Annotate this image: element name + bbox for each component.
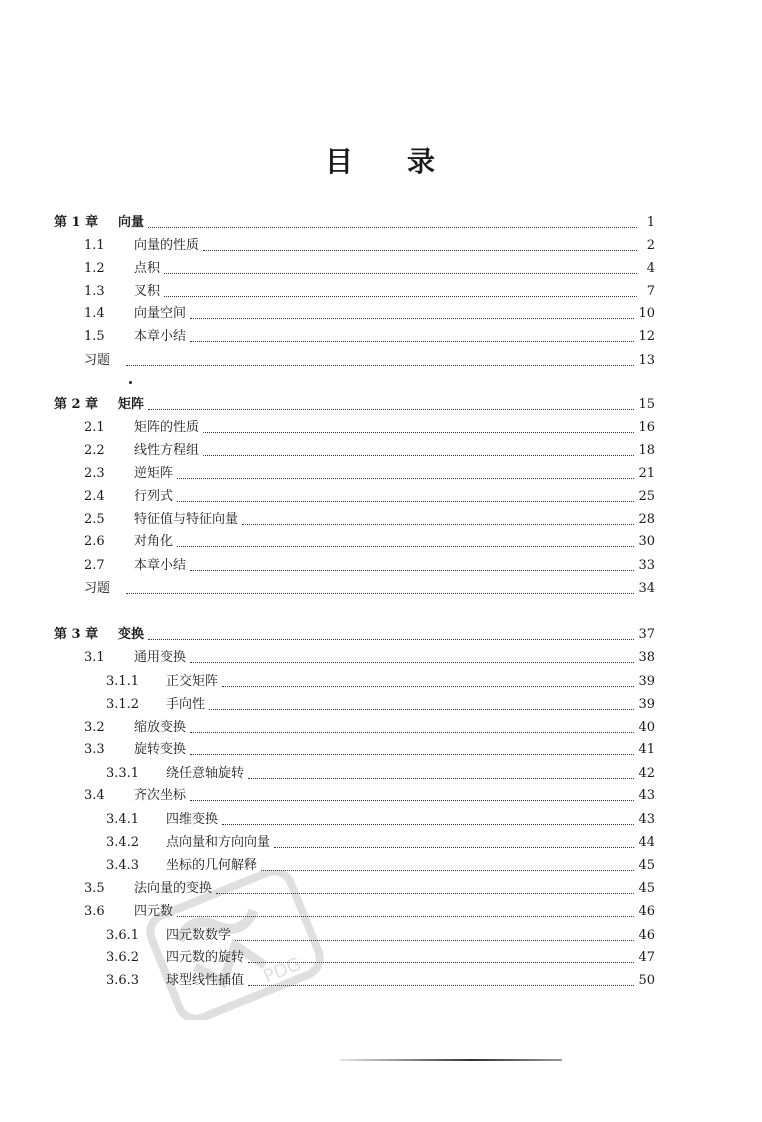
toc-number: 3.4	[84, 788, 105, 803]
toc-number: 习题	[84, 353, 111, 368]
title-char-2: 录	[407, 145, 438, 178]
toc-number: 3.6.2	[106, 950, 140, 965]
toc-leader-dots	[242, 524, 634, 525]
toc-entry-row[interactable]	[84, 740, 655, 760]
toc-page-number: 46	[638, 928, 655, 943]
toc-page-number: 7	[646, 284, 655, 299]
toc-entry-row[interactable]	[106, 810, 655, 830]
toc-leader-dots	[164, 296, 637, 297]
bottom-rule	[340, 1059, 562, 1061]
toc-title: 通用变换	[134, 650, 187, 665]
toc-leader-dots	[190, 800, 634, 801]
toc-number: 2.5	[84, 512, 105, 527]
toc-entry-row[interactable]	[84, 327, 655, 347]
toc-number: 3.6.1	[106, 928, 140, 943]
toc-title: 逆矩阵	[134, 466, 174, 481]
toc-leader-dots	[248, 778, 634, 779]
stray-mark	[129, 381, 132, 384]
toc-page-number: 25	[638, 489, 655, 504]
toc-number: 3.4.2	[106, 835, 140, 850]
page-title	[0, 140, 762, 180]
toc-page-number: 4	[646, 261, 655, 276]
toc-title: 行列式	[134, 489, 174, 504]
toc-page-number: 18	[638, 443, 655, 458]
toc-leader-dots	[203, 250, 637, 251]
toc-page-number: 40	[638, 720, 655, 735]
toc-number: 习题	[84, 581, 111, 596]
toc-title: 向量空间	[134, 306, 187, 321]
toc-page-number: 43	[638, 812, 655, 827]
toc-entry-row[interactable]	[84, 718, 655, 738]
toc-title: 四元数	[134, 904, 174, 919]
toc-leader-dots	[126, 593, 634, 594]
toc-number: 3.1.2	[106, 697, 140, 712]
toc-entry-row[interactable]	[84, 579, 655, 599]
toc-title: 对角化	[134, 534, 174, 549]
toc-number: 1.1	[84, 238, 105, 253]
toc-title: 旋转变换	[134, 742, 187, 757]
toc-title: 叉积	[134, 284, 161, 299]
toc-number: 3.1	[84, 650, 105, 665]
toc-leader-dots	[209, 709, 634, 710]
toc-entry-row[interactable]	[106, 764, 655, 784]
toc-title: 本章小结	[134, 558, 187, 573]
toc-page-number: 21	[638, 466, 655, 481]
toc-page-number: 2	[646, 238, 655, 253]
toc-number: 3.6.3	[106, 973, 140, 988]
toc-entry-row[interactable]	[84, 259, 655, 279]
toc-title: 线性方程组	[134, 443, 200, 458]
toc-leader-dots	[222, 686, 634, 687]
toc-number: 第 2 章	[54, 397, 99, 412]
toc-page-number: 28	[638, 512, 655, 527]
toc-number: 1.5	[84, 329, 105, 344]
toc-number: 2.1	[84, 420, 105, 435]
toc-entry-row[interactable]	[84, 786, 655, 806]
toc-title: 矩阵	[118, 397, 145, 412]
toc-title: 变换	[118, 627, 145, 642]
toc-title: 正交矩阵	[166, 674, 219, 689]
toc-title: 绕任意轴旋转	[166, 766, 245, 781]
toc-page-number: 1	[646, 215, 655, 230]
toc-leader-dots	[190, 570, 634, 571]
toc-title: 齐次坐标	[134, 788, 187, 803]
toc-page-number: 12	[638, 329, 655, 344]
toc-page-number: 47	[638, 950, 655, 965]
toc-number: 3.4.3	[106, 858, 140, 873]
toc-number: 2.3	[84, 466, 105, 481]
toc-leader-dots	[203, 455, 634, 456]
toc-entry-row[interactable]	[84, 236, 655, 256]
toc-title: 本章小结	[134, 329, 187, 344]
toc-page-number: 10	[638, 306, 655, 321]
toc-leader-dots	[148, 639, 634, 640]
toc-page-number: 37	[638, 627, 655, 642]
toc-leader-dots	[148, 409, 634, 410]
toc-title: 坐标的几何解释	[166, 858, 258, 873]
title-char-1: 目	[324, 145, 355, 178]
watermark-seal	[140, 870, 330, 1020]
toc-leader-dots	[177, 546, 634, 547]
toc-leader-dots	[190, 318, 634, 319]
toc-title: 四维变换	[166, 812, 219, 827]
toc-entry-row[interactable]	[84, 418, 655, 438]
toc-page-number: 34	[638, 581, 655, 596]
toc-page-number: 39	[638, 674, 655, 689]
toc-number: 3.3	[84, 742, 105, 757]
toc-leader-dots	[190, 341, 634, 342]
toc-entry-row[interactable]	[84, 464, 655, 484]
toc-leader-dots	[177, 501, 634, 502]
toc-page-number: 46	[638, 904, 655, 919]
toc-page-number: 15	[638, 397, 655, 412]
toc-page-number: 45	[638, 881, 655, 896]
toc-entry-row[interactable]	[84, 441, 655, 461]
toc-page-number: 50	[638, 973, 655, 988]
toc-leader-dots	[190, 754, 634, 755]
toc-number: 3.4.1	[106, 812, 140, 827]
toc-title: 法向量的变换	[134, 881, 213, 896]
toc-page-number: 16	[638, 420, 655, 435]
toc-number: 3.6	[84, 904, 105, 919]
toc-page-number: 42	[638, 766, 655, 781]
toc-leader-dots	[222, 824, 634, 825]
toc-title: 向量的性质	[134, 238, 200, 253]
toc-leader-dots	[274, 847, 634, 848]
toc-page-number: 30	[638, 534, 655, 549]
toc-leader-dots	[190, 732, 634, 733]
toc-title: 点向量和方向向量	[166, 835, 271, 850]
toc-page-number: 41	[638, 742, 655, 757]
toc-entry-row[interactable]	[106, 695, 655, 715]
toc-page-number: 38	[638, 650, 655, 665]
toc-entry-row[interactable]	[84, 304, 655, 324]
toc-title: 向量	[118, 215, 145, 230]
toc-number: 1.4	[84, 306, 105, 321]
toc-page-number: 45	[638, 858, 655, 873]
toc-number: 1.2	[84, 261, 105, 276]
toc-title: 球型线性插值	[166, 973, 245, 988]
toc-number: 第 1 章	[54, 215, 99, 230]
toc-title: 点积	[134, 261, 161, 276]
toc-number: 3.5	[84, 881, 105, 896]
toc-title: 特征值与特征向量	[134, 512, 239, 527]
toc-leader-dots	[126, 365, 634, 366]
toc-number: 2.7	[84, 558, 105, 573]
toc-number: 3.1.1	[106, 674, 140, 689]
toc-leader-dots	[164, 273, 637, 274]
toc-title: 矩阵的性质	[134, 420, 200, 435]
toc-entry-row[interactable]	[84, 282, 655, 302]
toc-chapter-row[interactable]	[54, 625, 655, 645]
toc-number: 2.4	[84, 489, 105, 504]
toc-title: 缩放变换	[134, 720, 187, 735]
toc-chapter-row[interactable]	[54, 213, 655, 233]
toc-number: 第 3 章	[54, 627, 99, 642]
toc-entry-row[interactable]	[84, 532, 655, 552]
toc-entry-row[interactable]	[84, 556, 655, 576]
toc-entry-row[interactable]	[84, 487, 655, 507]
watermark-text: PDG	[260, 953, 305, 988]
toc-leader-dots	[177, 478, 634, 479]
toc-leader-dots	[190, 662, 634, 663]
toc-entry-row[interactable]	[84, 648, 655, 668]
toc-leader-dots	[203, 432, 634, 433]
toc-entry-row[interactable]	[106, 833, 655, 853]
toc-title: 手向性	[166, 697, 206, 712]
toc-title: 四元数数学	[166, 928, 232, 943]
toc-chapter-row[interactable]	[54, 395, 655, 415]
toc-page-number: 13	[638, 353, 655, 368]
toc-leader-dots	[148, 227, 637, 228]
toc-page-number: 39	[638, 697, 655, 712]
toc-title: 四元数的旋转	[166, 950, 245, 965]
toc-page-number: 33	[638, 558, 655, 573]
toc-number: 2.6	[84, 534, 105, 549]
toc-number: 1.3	[84, 284, 105, 299]
toc-page-number: 44	[638, 835, 655, 850]
toc-number: 3.3.1	[106, 766, 140, 781]
toc-number: 2.2	[84, 443, 105, 458]
toc-number: 3.2	[84, 720, 105, 735]
toc-entry-row[interactable]	[84, 351, 655, 371]
toc-entry-row[interactable]	[106, 672, 655, 692]
toc-entry-row[interactable]	[84, 510, 655, 530]
toc-page-number: 43	[638, 788, 655, 803]
